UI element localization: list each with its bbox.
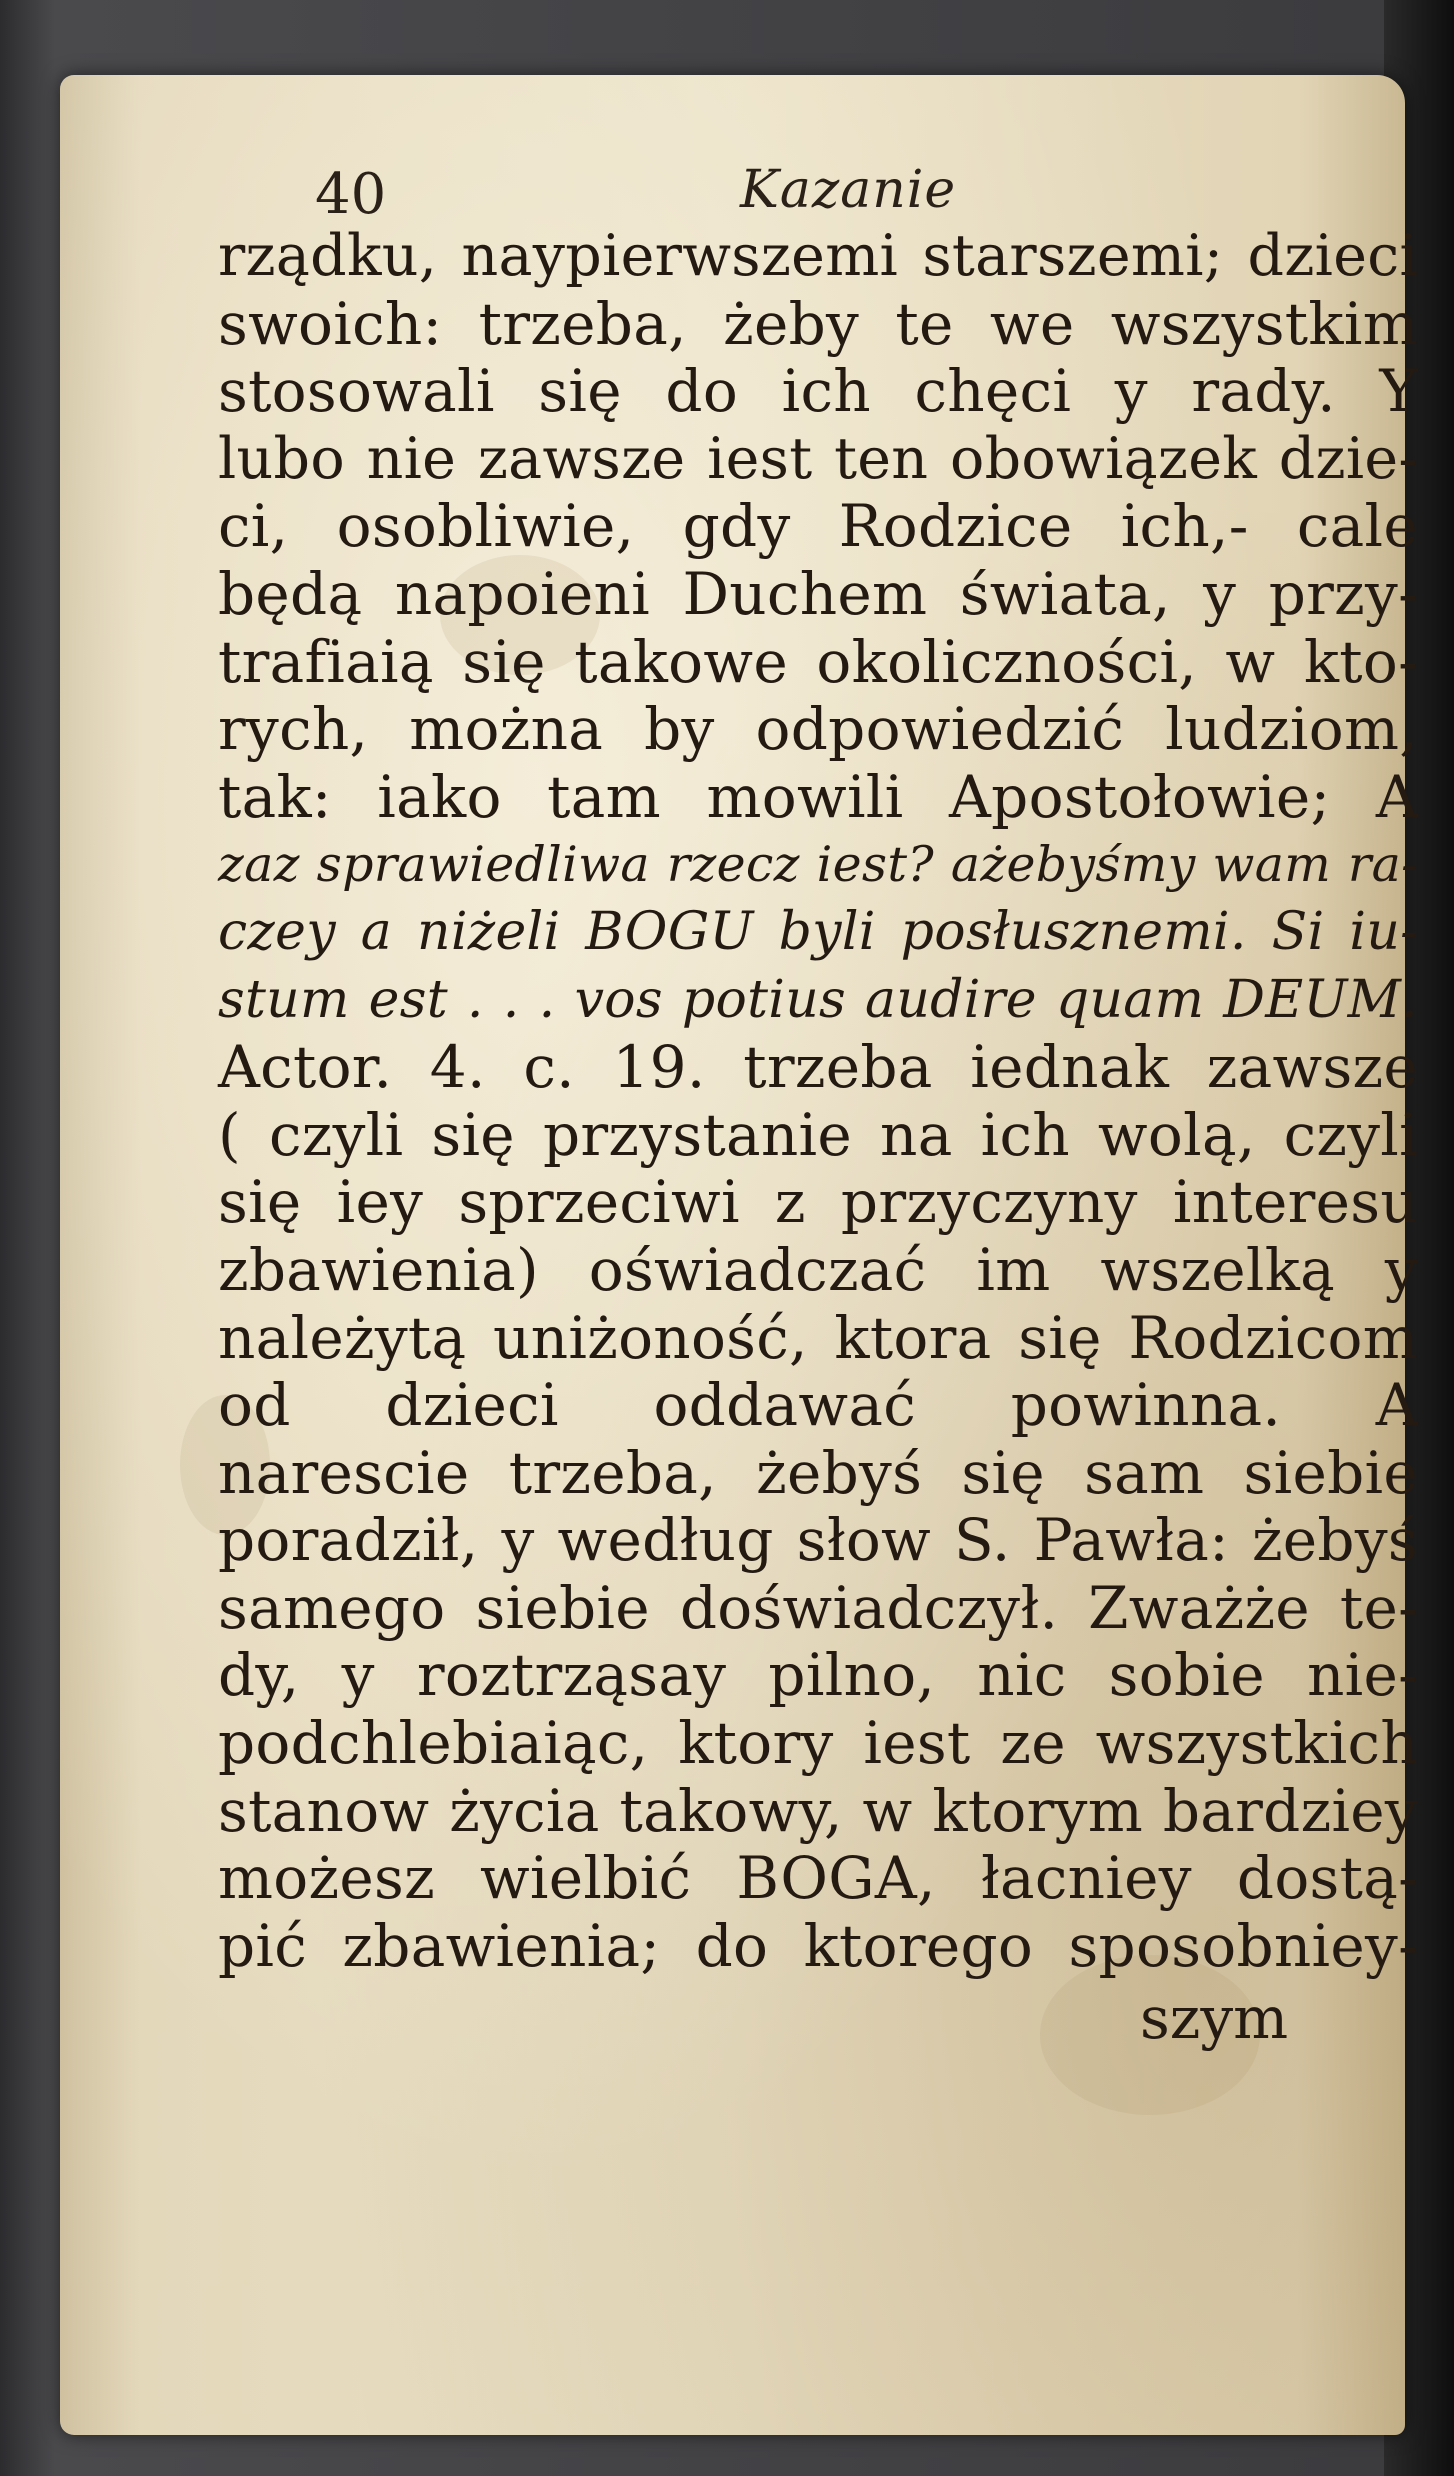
running-head: Kazanie — [740, 160, 957, 220]
latin-quote-line: zaz sprawiedliwa rzecz iest? ażebyśmy wam ra- — [218, 836, 1418, 894]
page-number: 40 — [315, 162, 387, 227]
text-line: stosowali się do ich chęci y rady. Y — [218, 357, 1418, 426]
text-line: podchlebiaiąc, ktory iest ze wszystkich — [218, 1709, 1418, 1778]
text-line: możesz wielbić BOGA, łacniey dostą- — [218, 1844, 1418, 1913]
text-line: ci, osobliwie, gdy Rodzice ich,- cale — [218, 492, 1418, 561]
text-line: trafiaią się takowe okoliczności, w kto- — [218, 627, 1418, 696]
text-line: rządku, naypierwszemi starszemi; dzieci — [218, 223, 1418, 289]
text-line: poradził, y według słow S. Pawła: żebyś — [218, 1506, 1418, 1575]
text-line: lubo nie zawsze iest ten obowiązek dzie- — [218, 425, 1418, 492]
text-line: Actor. 4. c. 19. trzeba iednak zawsze — [218, 1033, 1418, 1102]
text-line: stanow życia takowy, w ktorym bardziey — [218, 1776, 1418, 1845]
text-line: tak: iako tam mowili Apostołowie; A — [218, 762, 1418, 831]
text-line: należytą uniżoność, ktora się Rodzicom — [218, 1303, 1418, 1372]
text-line: narescie trzeba, żebyś się sam siebie — [218, 1438, 1418, 1507]
text-line: pić zbawienia; do ktorego sposobniey- — [218, 1911, 1418, 1980]
book-page — [60, 75, 1418, 2435]
text-line: od dzieci oddawać powinna. A — [218, 1371, 1418, 1440]
text-line: rych, można by odpowiedzić ludziom, — [218, 695, 1418, 764]
text-line: się iey sprzeciwi z przyczyny interesu — [218, 1168, 1418, 1237]
text-line: samego siebie doświadczył. Zważże te- — [218, 1573, 1418, 1642]
latin-quote-line: czey a niżeli BOGU byli posłusznemi. Si iu- — [218, 901, 1418, 962]
text-line: zbawienia) oświadczać im wszelką y — [218, 1235, 1418, 1304]
text-line: swoich: trzeba, żeby te we wszystkim — [218, 289, 1418, 358]
text-line: będą napoieni Duchem świata, y przy- — [218, 559, 1418, 628]
latin-quote-line: stum est . . . vos potius audire quam DEUM. — [218, 969, 1418, 1030]
catchword: szym — [1140, 1984, 1289, 2053]
text-line: dy, y roztrząsay pilno, nic sobie nie- — [218, 1641, 1418, 1710]
text-line: ( czyli się przystanie na ich wolą, czyli — [218, 1100, 1418, 1169]
body-text — [218, 223, 1418, 1980]
